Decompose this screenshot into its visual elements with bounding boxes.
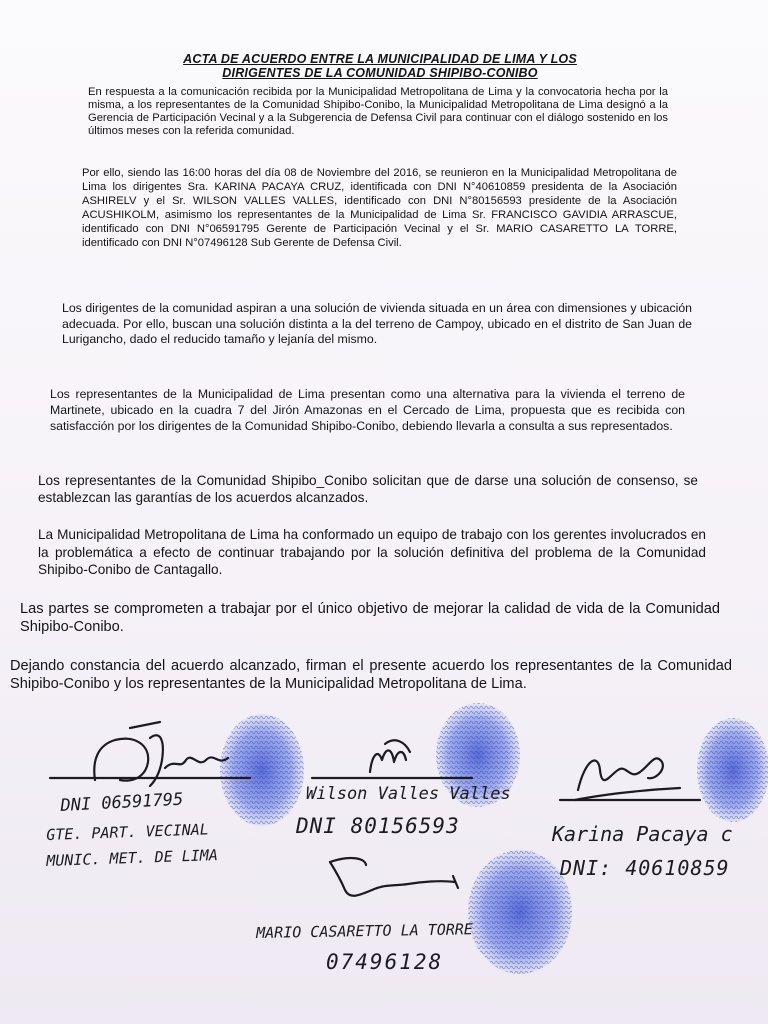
left-dni-handwritten: DNI 06591795 [60, 789, 184, 816]
paragraph-8: Dejando constancia del acuerdo alcanzado, firman el presente acuerdo los representantes de la Comunidad Shipibo-Conibo y los representantes de la Municipalidad Metropolitana de Lima. [10, 658, 732, 692]
signature-left [50, 722, 250, 786]
paragraph-1: En respuesta a la comunicación recibida por la Municipalidad Metropolitana de Lima y la convocatoria hecha por la misma, a los representantes de la Comunidad Shipibo-Conibo, la Municipalidad Metropolitana de Lima designó a la Gerencia de Participación Vecinal y a la Subgerencia de Defensa Civil para continuar con el diálogo sostenido en los últimos meses con la referida comunidad. [88, 86, 668, 137]
center-handwritten-name: Wilson Valles Valles [306, 784, 511, 804]
paragraph-3: Los dirigentes de la comunidad aspiran a una solución de vivienda situada en un área con dimensiones y ubicación adecuada. Por ello, buscan una solución distinta a la del terreno de Campoy, ubicado en el distrito de San Juan de Lurigancho, dado el reducido tamaño y lejanía del mismo. [62, 301, 692, 346]
document-title-line-1: ACTA DE ACUERDO ENTRE LA MUNICIPALIDAD DE LIMA Y LOS [183, 52, 577, 66]
signature-right [560, 758, 700, 800]
document-title-line-2: DIRIGENTES DE LA COMUNIDAD SHIPIBO-CONIBO [222, 66, 538, 80]
fingerprint-bottom [468, 850, 572, 974]
fingerprint-right [697, 718, 768, 822]
signature-bottom [330, 858, 458, 896]
right-handwritten-name: Karina Pacaya c [552, 822, 733, 846]
right-handwritten-dni: DNI: 40610859 [560, 856, 730, 880]
paragraph-6: La Municipalidad Metropolitana de Lima ha conformado un equipo de trabajo con los gerentes involucrados en la problemática a efecto de continuar trabajando por la solución definitiva del problema de la Comunidad Shipibo-Conibo de Cantagallo. [38, 527, 706, 577]
paragraph-5: Los representantes de la Comunidad Shipibo_Conibo solicitan que de darse una solución de consenso, se establezcan las garantías de los acuerdos alcanzados. [38, 473, 698, 505]
paragraph-4: Los representantes de la Municipalidad de Lima presentan como una alternativa para la vivienda el terreno de Martinete, ubicado en la cuadra 7 del Jirón Amazonas en el Cercado de Lima, propuesta que es recibida con satisfacción por los dirigentes de la Comunidad Shipibo-Conibo, debiendo llevarla a consulta a sus representados. [50, 387, 685, 433]
left-role-line-1: GTE. PART. VECINAL [46, 820, 210, 844]
bottom-handwritten-name: MARIO CASARETTO LA TORRE [256, 920, 474, 942]
bottom-handwritten-dni: 07496128 [326, 950, 444, 974]
paragraph-2: Por ello, siendo las 16:00 horas del día 08 de Noviembre del 2016, se reunieron en la Municipalidad Metropolitana de Lima los dirigentes Sra. KARINA PACAYA CRUZ, identificada con DNI N°40610859 presidenta de la Asociación ASHIRELV y el Sr. WILSON VALLES VALLES, identificado con DNI N°80156593 presidente de la Asociación ACUSHIKOLM, asimismo los representantes de la Municipalidad de Lima Sr. FRANCISCO GAVIDIA ARRASCUE, identificado con DNI N°06591795 Gerente de Participación Vecinal y el Sr. MARIO CASARETTO LA TORRE, identificado con DNI N°07496128 Sub Gerente de Defensa Civil. [82, 167, 677, 249]
center-handwritten-dni: DNI 80156593 [296, 814, 460, 838]
paragraph-7: Las partes se comprometen a trabajar por el único objetivo de mejorar la calidad de vida de la Comunidad Shipibo-Conibo. [20, 601, 720, 635]
left-role-line-2: MUNIC. MET. DE LIMA [46, 846, 219, 870]
fingerprint-left [220, 714, 304, 826]
